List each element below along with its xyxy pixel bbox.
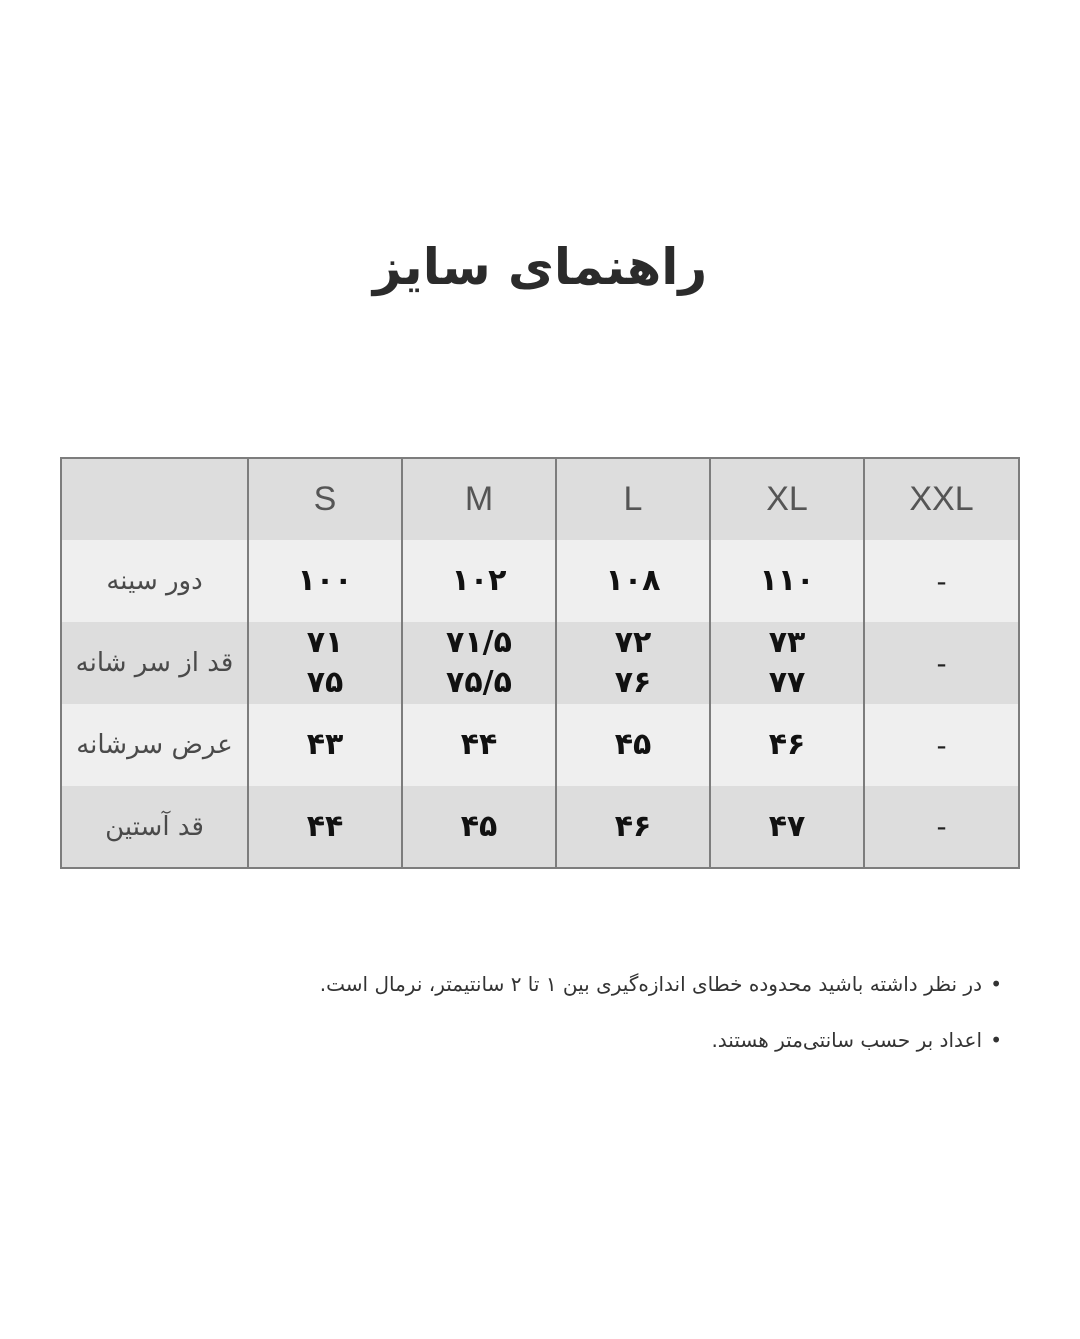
table-cell: ۱۰۲ [402, 540, 556, 622]
table-cell: ۷۱ ۷۵ [248, 622, 402, 704]
list-item [102, 1021, 1002, 1059]
table-row-sleeve [61, 786, 1019, 868]
row-label-shoulder-width: عرض سرشانه [61, 704, 248, 786]
table-cell: ۴۳ [248, 704, 402, 786]
table-header-row [61, 458, 1019, 540]
size-chart-table [60, 457, 1020, 869]
table-cell: ۴۶ [710, 704, 864, 786]
bullet-icon: • [990, 972, 1002, 996]
table-cell: ۴۵ [402, 786, 556, 868]
table-cell: - [864, 622, 1019, 704]
table-row-length [61, 622, 1019, 704]
size-header-s: S [248, 458, 402, 540]
table-cell: - [864, 540, 1019, 622]
size-header-xl: XL [710, 458, 864, 540]
size-header-xxl: XXL [864, 458, 1019, 540]
bullet-icon: • [990, 1028, 1002, 1052]
row-label-chest: دور سینه [61, 540, 248, 622]
notes-list [102, 965, 1002, 1077]
table-cell: ۴۵ [556, 704, 710, 786]
table-cell: - [864, 704, 1019, 786]
table-cell: ۴۶ [556, 786, 710, 868]
row-label-sleeve: قد آستین [61, 786, 248, 868]
page-title: راهنمای سایز [372, 238, 708, 296]
table-cell: ۴۴ [248, 786, 402, 868]
table-cell: ۴۷ [710, 786, 864, 868]
table-cell: ۱۰۸ [556, 540, 710, 622]
table-cell: ۷۱/۵ ۷۵/۵ [402, 622, 556, 704]
note-text: اعداد بر حسب سانتی‌متر هستند. [711, 1028, 982, 1052]
table-cell: ۱۱۰ [710, 540, 864, 622]
table-cell: ۱۰۰ [248, 540, 402, 622]
size-header-m: M [402, 458, 556, 540]
table-cell: - [864, 786, 1019, 868]
table-row-shoulder-width [61, 704, 1019, 786]
note-text: در نظر داشته باشید محدوده خطای اندازه‌گیری بین ۱ تا ۲ سانتیمتر، نرمال است. [319, 972, 982, 996]
table-row-chest [61, 540, 1019, 622]
list-item [102, 965, 1002, 1003]
table-cell: ۷۳ ۷۷ [710, 622, 864, 704]
size-header-l: L [556, 458, 710, 540]
table-corner-cell [61, 458, 248, 540]
table-cell: ۴۴ [402, 704, 556, 786]
table-cell: ۷۲ ۷۶ [556, 622, 710, 704]
row-label-length: قد از سر شانه [61, 622, 248, 704]
